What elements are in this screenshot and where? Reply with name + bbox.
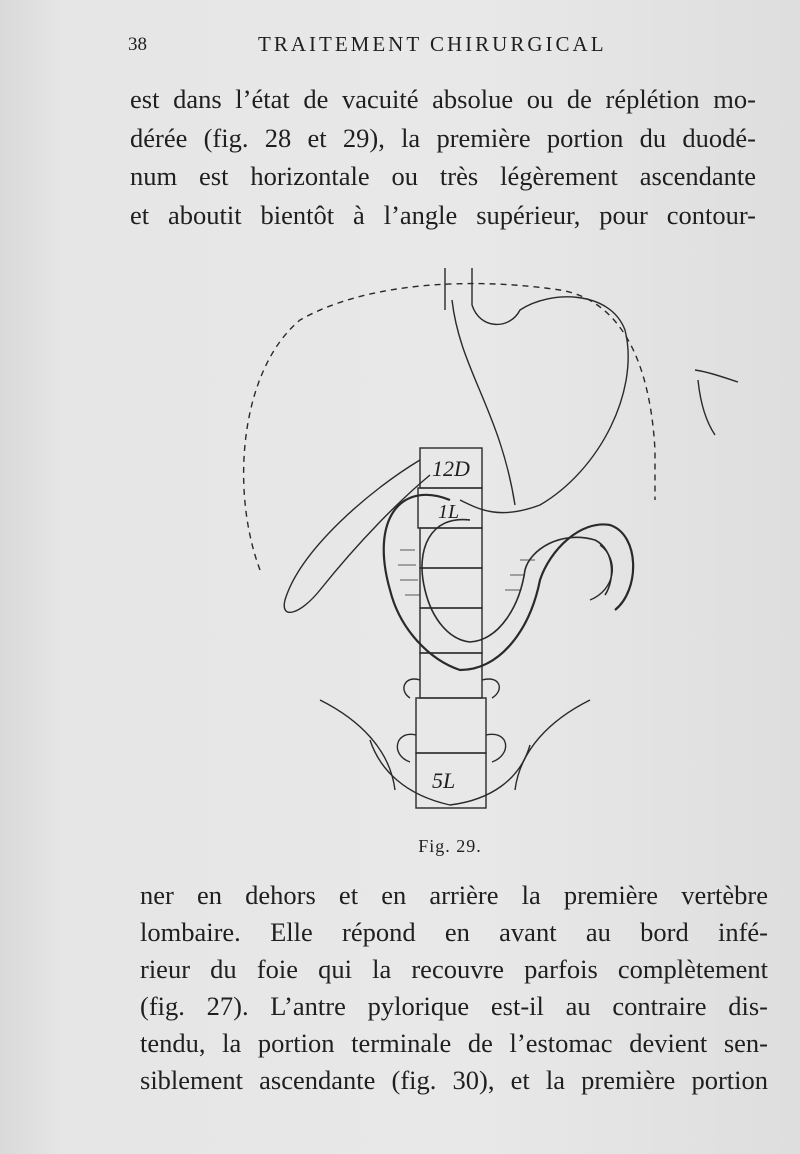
paragraph-bottom bbox=[140, 877, 768, 1099]
vertebra-label-12d: 12D bbox=[432, 456, 470, 481]
text-line: (fig. 27). L’antre pylorique est-il au contraire dis- bbox=[140, 991, 768, 1021]
page-number: 38 bbox=[128, 34, 147, 55]
vertebra-label-5l: 5L bbox=[432, 768, 456, 793]
running-title: TRAITEMENT CHIRURGICAL bbox=[258, 32, 607, 56]
text-line: siblement ascendante (fig. 30), et la première portion bbox=[140, 1065, 768, 1095]
running-head bbox=[128, 30, 768, 62]
text-line: rieur du foie qui la recouvre parfois complètement bbox=[140, 954, 768, 984]
paragraph-top bbox=[130, 80, 756, 234]
text-line: num est horizontale ou très légèrement ascendante bbox=[130, 161, 756, 191]
liver-outline bbox=[244, 284, 655, 570]
text-line: et aboutit bientôt à l’angle supérieur, pour contour- bbox=[130, 199, 756, 230]
text-line: ner en dehors et en arrière la première vertèbre bbox=[140, 880, 768, 910]
anatomical-figure bbox=[220, 250, 760, 840]
figure-caption: Fig. 29. bbox=[418, 836, 482, 856]
vertebra-label-1l: 1L bbox=[438, 501, 460, 523]
text-line: lombaire. Elle répond en avant au bord infé- bbox=[140, 917, 768, 947]
text-line: dérée (fig. 28 et 29), la première portion du duodé- bbox=[130, 122, 756, 153]
text-line: tendu, la portion terminale de l’estomac devient sen- bbox=[140, 1028, 768, 1058]
duodenum-illustration bbox=[220, 250, 760, 840]
duodenum bbox=[384, 495, 633, 670]
left-loop bbox=[284, 460, 430, 612]
stomach-outline bbox=[445, 268, 628, 513]
margin-marks bbox=[695, 370, 738, 435]
text-line: est dans l’état de vacuité absolue ou de réplétion mo- bbox=[130, 84, 756, 114]
